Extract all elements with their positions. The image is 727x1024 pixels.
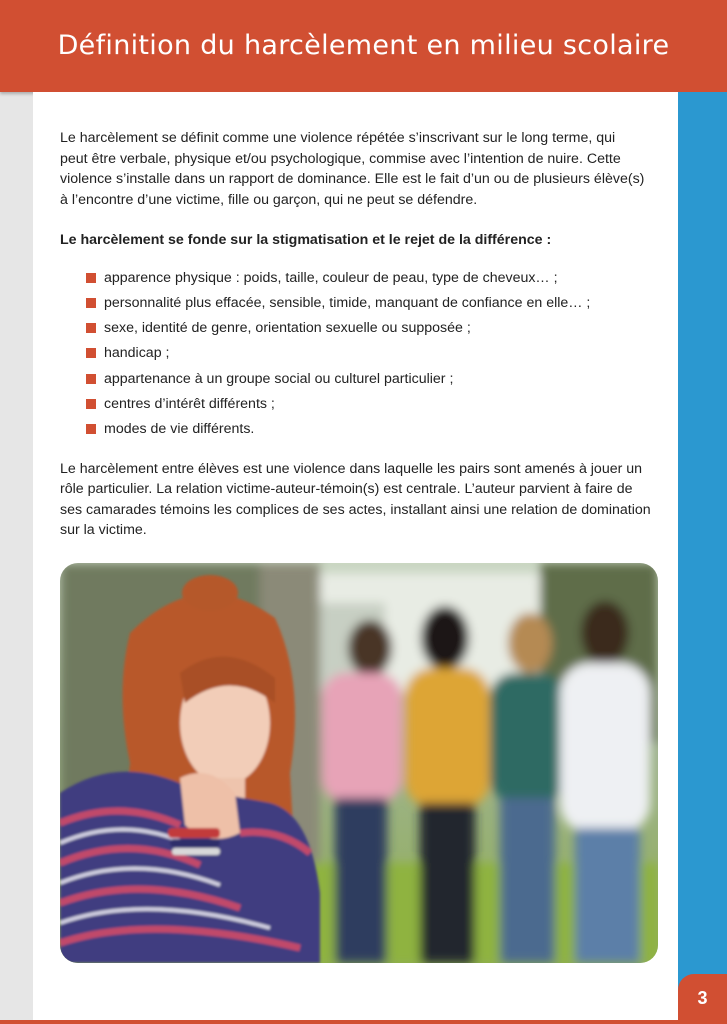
intro-line: Le harcèlement se définit comme une violence répétée s’inscrivant sur le long terme, qui [60, 130, 616, 146]
closing-line: ses camarades témoins les complices de ses actes, installant ainsi une relation de domination [60, 501, 651, 518]
square-bullet-icon [86, 399, 96, 409]
closing-line: sur la victime. [60, 522, 147, 539]
bottom-border [0, 1020, 727, 1024]
square-bullet-icon [86, 298, 96, 308]
bullying-photo [60, 563, 658, 963]
list-item: handicap ; [86, 343, 660, 364]
section-heading: Le harcèlement se fonde sur la stigmatisation et le rejet de la différence : [60, 232, 552, 248]
page-number: 3 [678, 974, 727, 1022]
intro-paragraph [60, 128, 660, 210]
page-title: Définition du harcèlement en milieu scolaire [57, 30, 670, 61]
side-stripe [678, 92, 727, 1022]
criteria-list [60, 268, 660, 440]
intro-line: peut être verbale, physique et/ou psychologique, commise avec l’intention de nuire. Cette [60, 150, 621, 167]
photo-illustration [60, 563, 658, 963]
intro-line: violence s’installe dans un rapport de dominance. Elle est le fait d’un ou de plusieurs élève(s) [60, 171, 645, 187]
square-bullet-icon [86, 348, 96, 358]
list-item: appartenance à un groupe social ou culturel particulier ; [86, 369, 660, 390]
list-item: apparence physique : poids, taille, couleur de peau, type de cheveux… ; [86, 268, 660, 289]
page-header [0, 0, 727, 92]
closing-line: rôle particulier. La relation victime-auteur-témoin(s) est centrale. L’auteur parvient à faire de [60, 481, 633, 498]
closing-paragraph [60, 459, 660, 541]
list-item: sexe, identité de genre, orientation sexuelle ou supposée ; [86, 318, 660, 339]
square-bullet-icon [86, 424, 96, 434]
main-content [60, 128, 660, 541]
square-bullet-icon [86, 374, 96, 384]
list-item: modes de vie différents. [86, 419, 660, 440]
list-item: centres d’intérêt différents ; [86, 394, 660, 415]
square-bullet-icon [86, 273, 96, 283]
square-bullet-icon [86, 323, 96, 333]
closing-line: Le harcèlement entre élèves est une violence dans laquelle les pairs sont amenés à jouer un [60, 460, 643, 477]
intro-line: à l’encontre d’une victime, fille ou garçon, qui ne peut se défendre. [60, 191, 478, 208]
list-item: personnalité plus effacée, sensible, timide, manquant de confiance en elle… ; [86, 293, 660, 314]
